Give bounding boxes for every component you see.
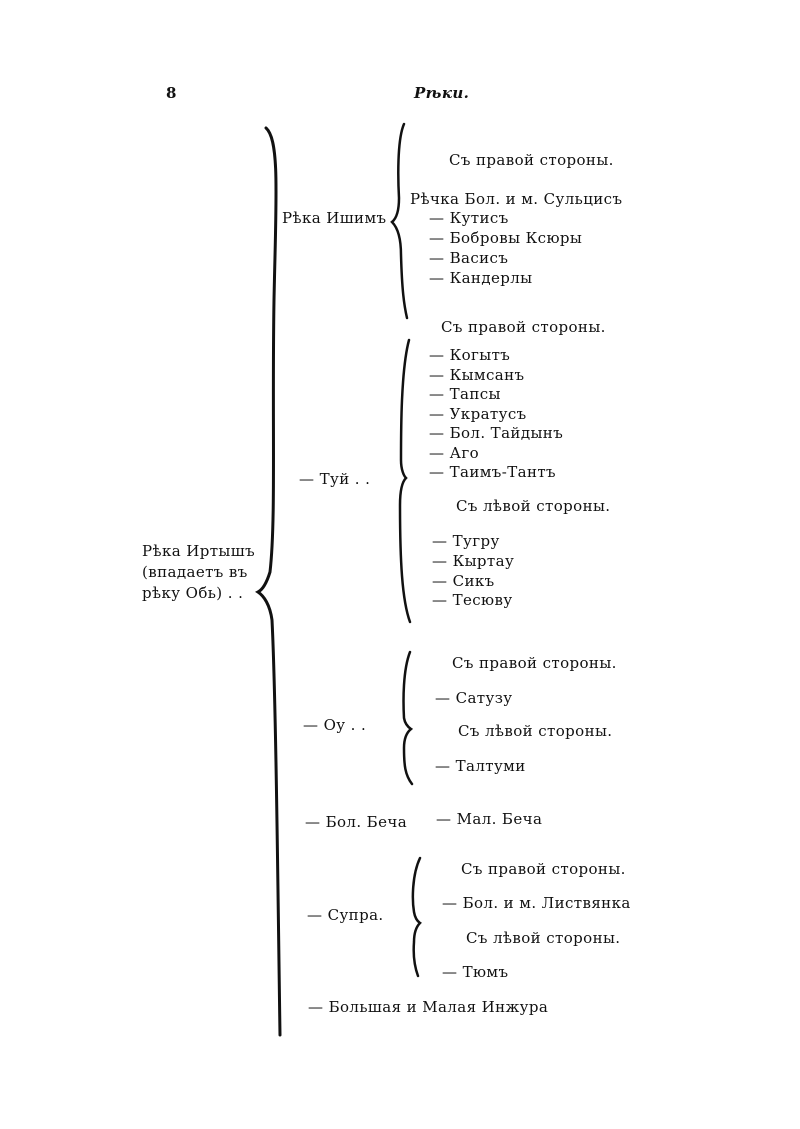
tui-right-item: — Кымсанъ — [429, 366, 525, 384]
tui-right-item: — Таимъ-Тантъ — [429, 463, 556, 481]
tui-name: — Туй . . — [299, 470, 371, 488]
supra-name: — Супра. — [307, 906, 384, 924]
running-title: Рѣки. — [414, 84, 470, 102]
tui-left-item: — Сикъ — [432, 572, 495, 590]
tui-left-item: — Кыртау — [432, 552, 515, 570]
ou-brace — [404, 652, 412, 784]
tui-right-item: — Когытъ — [429, 346, 511, 364]
tui-left-item: — Тугру — [432, 532, 500, 550]
tui-right-item: — Тапсы — [429, 385, 501, 403]
main-river-line1: Рѣка Иртышъ — [142, 542, 256, 560]
bech-name: — Бол. Беча — [305, 813, 408, 831]
tui-left-item: — Тесюву — [432, 591, 513, 609]
ishim-item: — Бобровы Ксюры — [429, 229, 583, 247]
ou-right-item: — Сатузу — [435, 689, 513, 707]
supra-side-right: Съ правой стороны. — [461, 860, 626, 878]
supra-left-item: — Тюмъ — [442, 963, 509, 981]
ishim-item: — Васисъ — [429, 249, 509, 267]
ou-name: — Оу . . — [303, 716, 367, 734]
tui-right-item: — Аго — [429, 444, 480, 462]
ou-left-item: — Талтуми — [435, 757, 526, 775]
supra-side-left: Съ лѣвой стороны. — [466, 929, 621, 947]
main-river-line3: рѣку Обь) . . — [142, 584, 244, 602]
main-river-line2: (впадаетъ въ — [142, 563, 248, 581]
ishim-first: Рѣчка Бол. и м. Сульцисъ — [410, 190, 623, 208]
ou-side-right: Съ правой стороны. — [452, 654, 617, 672]
ou-side-left: Съ лѣвой стороны. — [458, 722, 613, 740]
tui-brace — [400, 340, 410, 622]
last-item: — Большая и Малая Инжура — [308, 998, 549, 1016]
bech-item: — Мал. Беча — [436, 810, 543, 828]
tui-right-item: — Укратусъ — [429, 405, 527, 423]
ishim-item: — Кандерлы — [429, 269, 533, 287]
page-number: 8 — [166, 84, 177, 102]
tui-side-left: Съ лѣвой стороны. — [456, 497, 611, 515]
main-brace — [258, 128, 280, 1035]
supra-brace — [413, 858, 420, 976]
ishim-side-right: Съ правой стороны. — [449, 151, 614, 169]
ishim-item: — Кутисъ — [429, 209, 509, 227]
tui-right-item: — Бол. Тайдынъ — [429, 424, 564, 442]
supra-right-item: — Бол. и м. Листвянка — [442, 894, 631, 912]
tui-side-right: Съ правой стороны. — [441, 318, 606, 336]
ishim-brace — [392, 124, 407, 318]
ishim-name: Рѣка Ишимъ — [282, 209, 387, 227]
